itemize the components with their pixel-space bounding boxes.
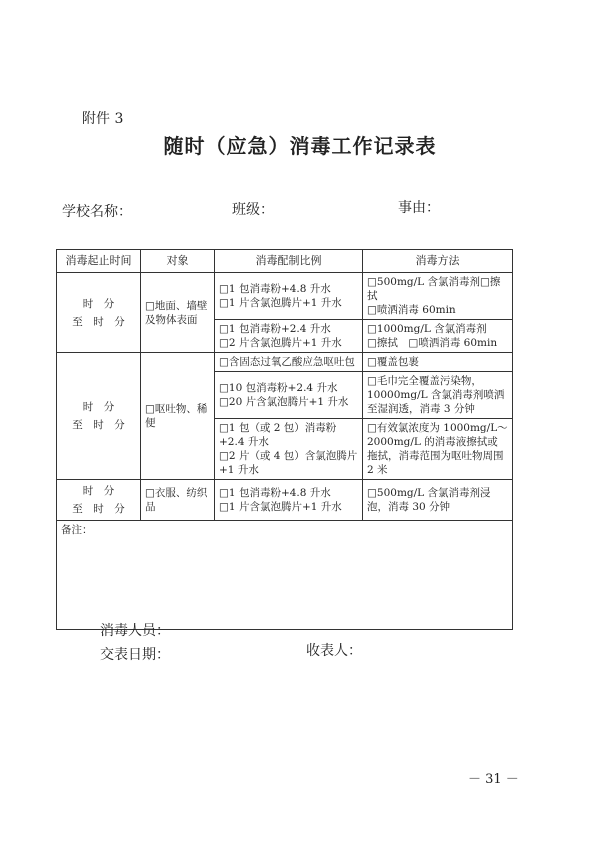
time-cell[interactable]: 时 分 至 时 分 xyxy=(57,353,141,480)
ratio-cell[interactable]: □10 包消毒粉+2.4 升水 □20 片含氯泡腾片+1 升水 xyxy=(215,372,363,419)
ratio-cell[interactable]: □1 包（或 2 包）消毒粉+2.4 升水 □2 片（或 4 包）含氯泡腾片+1 升水 xyxy=(215,419,363,480)
header-method: 消毒方法 xyxy=(363,250,513,273)
method-cell[interactable]: □毛巾完全覆盖污染物，10000mg/L 含氯消毒剂喷洒至湿润透，消毒 3 分钟 xyxy=(363,372,513,419)
ratio-cell[interactable]: □1 包消毒粉+4.8 升水 □1 片含氯泡腾片+1 升水 xyxy=(215,273,363,320)
disinfection-record-table xyxy=(56,249,513,630)
table-row xyxy=(57,480,513,521)
annex-label: 附件 3 xyxy=(82,111,124,127)
object-cell[interactable]: □呕吐物、稀便 xyxy=(141,353,215,480)
method-cell[interactable]: □1000mg/L 含氯消毒剂 □擦拭 □喷洒消毒 60min xyxy=(363,320,513,353)
school-name-field: 学校名称： xyxy=(62,204,132,220)
header-object: 对象 xyxy=(141,250,215,273)
ratio-cell[interactable]: □1 包消毒粉+4.8 升水 □1 片含氯泡腾片+1 升水 xyxy=(215,480,363,521)
method-cell[interactable]: □500mg/L 含氯消毒剂□擦拭 □喷洒消毒 60min xyxy=(363,273,513,320)
notes-cell[interactable] xyxy=(57,521,513,630)
method-cell[interactable]: □覆盖包裹 xyxy=(363,353,513,372)
page-title: 随时（应急）消毒工作记录表 xyxy=(163,134,437,158)
notes-row xyxy=(57,521,513,630)
header-ratio: 消毒配制比例 xyxy=(215,250,363,273)
method-cell[interactable]: □500mg/L 含氯消毒剂浸泡，消毒 30 分钟 xyxy=(363,480,513,521)
page-number: － 31 － xyxy=(468,772,519,787)
receiver-field: 收表人： xyxy=(306,643,362,659)
object-cell[interactable]: □地面、墙壁及物体表面 xyxy=(141,273,215,353)
reason-field: 事由： xyxy=(398,200,440,216)
table-row xyxy=(57,273,513,320)
staff-field: 消毒人员： xyxy=(100,623,170,639)
submit-date-field: 交表日期： xyxy=(100,647,170,663)
time-cell[interactable]: 时 分 至 时 分 xyxy=(57,273,141,353)
table-row xyxy=(57,353,513,372)
class-field: 班级： xyxy=(232,202,274,218)
notes-label: 备注： xyxy=(61,524,93,536)
ratio-cell[interactable]: □含固态过氧乙酸应急呕吐包 xyxy=(215,353,363,372)
method-cell[interactable]: □有效氯浓度为 1000mg/L～2000mg/L 的消毒液擦拭或拖拭，消毒范围为呕吐物周围 2 米 xyxy=(363,419,513,480)
time-cell[interactable]: 时 分 至 时 分 xyxy=(57,480,141,521)
table-header-row xyxy=(57,250,513,273)
header-time: 消毒起止时间 xyxy=(57,250,141,273)
object-cell[interactable]: □衣服、纺织品 xyxy=(141,480,215,521)
ratio-cell[interactable]: □1 包消毒粉+2.4 升水 □2 片含氯泡腾片+1 升水 xyxy=(215,320,363,353)
